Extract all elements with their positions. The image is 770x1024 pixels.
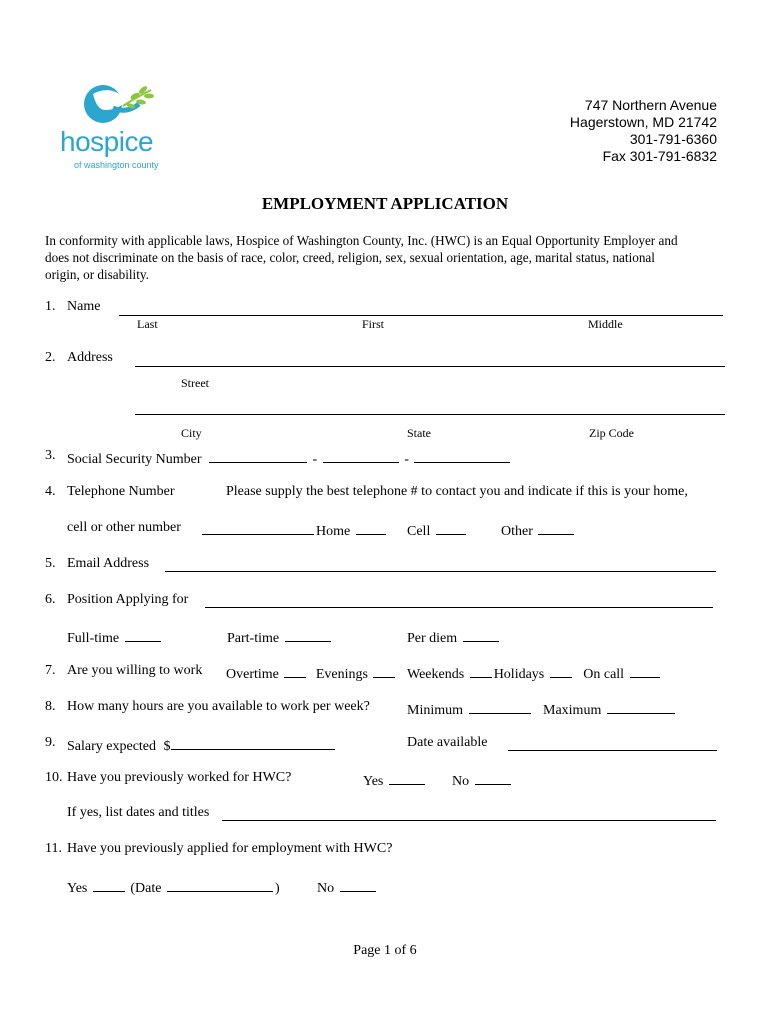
city-state-zip-field[interactable] <box>135 414 725 415</box>
phone-other-label: Other <box>501 524 533 539</box>
q6-number: 6. <box>45 592 56 607</box>
ssn-dash-1: - <box>312 452 318 467</box>
perdiem-label: Per diem <box>407 631 458 646</box>
q5-label: Email Address <box>67 556 150 571</box>
q10-yes-check[interactable] <box>389 769 425 785</box>
city-caption: City <box>181 426 202 440</box>
oncall-label: On call <box>583 667 625 682</box>
date-available-label: Date available <box>407 735 488 750</box>
q3-row <box>67 447 512 469</box>
fulltime-check[interactable] <box>125 626 161 642</box>
q4-label: Telephone Number <box>67 484 175 499</box>
parttime-label: Part-time <box>227 631 280 646</box>
address-phone: 301-791-6360 <box>629 131 717 147</box>
q3-label: Social Security Number <box>67 452 202 467</box>
q3-number: 3. <box>45 448 56 463</box>
q11-label: Have you previously applied for employment with HWC? <box>67 841 393 856</box>
q11-number: 11. <box>45 841 62 856</box>
q10-ifyes-label: If yes, list dates and titles <box>67 805 210 820</box>
page-number: Page 1 of 6 <box>353 943 417 958</box>
address-fax: Fax 301-791-6832 <box>602 148 717 164</box>
weekends-check[interactable] <box>470 662 492 678</box>
q10-yes-label: Yes <box>363 774 384 789</box>
perdiem-check[interactable] <box>463 626 499 642</box>
ssn-part-3[interactable] <box>414 447 510 463</box>
hospice-logo <box>58 80 188 175</box>
q4-line2-label: cell or other number <box>67 520 181 535</box>
q7-label: Are you willing to work <box>67 663 203 678</box>
q2-label: Address <box>67 350 113 365</box>
weekends-label: Weekends <box>407 667 465 682</box>
q11-yes-label: Yes <box>67 881 88 896</box>
phone-other-row <box>501 519 576 541</box>
address-street: 747 Northern Avenue <box>584 97 717 113</box>
weekends-row <box>407 662 662 684</box>
street-field[interactable] <box>135 366 725 367</box>
overtime-label: Overtime <box>226 667 279 682</box>
q9-dollar: $ <box>163 739 171 754</box>
ssn-dash-2: - <box>404 452 409 467</box>
eeo-line-2: does not discriminate on the basis of race, color, creed, religion, sex, sexual orientation, age, marital status, national <box>45 250 655 265</box>
q10-yes-row <box>363 769 427 791</box>
hours-max-row <box>543 698 677 720</box>
q10-no-label: No <box>452 774 470 789</box>
holidays-check[interactable] <box>550 662 572 678</box>
parttime-row <box>227 626 333 648</box>
position-field[interactable] <box>205 607 713 608</box>
email-field[interactable] <box>165 571 716 572</box>
hours-maximum-field[interactable] <box>607 698 675 714</box>
hours-min-row <box>407 698 533 720</box>
org-address <box>570 97 717 165</box>
phone-home-check[interactable] <box>356 519 386 535</box>
eeo-statement <box>45 232 678 283</box>
fulltime-row <box>67 626 163 648</box>
q11-date-field[interactable] <box>167 876 273 892</box>
holidays-label: Holidays <box>493 667 545 682</box>
dove-icon <box>83 80 163 132</box>
q4-phone-row <box>200 519 388 541</box>
q11-no-row <box>317 876 378 898</box>
q11-yes-check[interactable] <box>93 876 125 892</box>
phone-other-check[interactable] <box>538 519 574 535</box>
q10-no-row <box>452 769 513 791</box>
q9-row <box>67 734 337 756</box>
eeo-line-3: origin, or disability. <box>45 267 149 282</box>
eeo-line-1: In conformity with applicable laws, Hospice of Washington County, Inc. (HWC) is an Equal Opportunity Employer and <box>45 233 678 248</box>
q9-label: Salary expected <box>67 739 157 754</box>
q10-dates-titles-field[interactable] <box>222 820 716 821</box>
evenings-label: Evenings <box>315 667 368 682</box>
hours-maximum-label: Maximum <box>543 703 602 718</box>
parttime-check[interactable] <box>285 626 331 642</box>
q11-no-label: No <box>317 881 335 896</box>
overtime-row <box>226 662 397 684</box>
q1-label: Name <box>67 299 101 314</box>
q9-number: 9. <box>45 735 56 750</box>
oncall-check[interactable] <box>630 662 660 678</box>
name-first-caption: First <box>362 317 385 331</box>
salary-field[interactable] <box>171 734 335 750</box>
q2-number: 2. <box>45 350 56 365</box>
phone-number-field[interactable] <box>202 519 314 535</box>
logo-wordmark: hospice <box>60 126 154 157</box>
phone-cell-label: Cell <box>407 524 431 539</box>
q11-date-close: ) <box>274 881 280 896</box>
date-available-field[interactable] <box>508 750 717 751</box>
perdiem-row <box>407 626 501 648</box>
q11-no-check[interactable] <box>340 876 376 892</box>
zip-caption: Zip Code <box>589 426 634 440</box>
page-title: EMPLOYMENT APPLICATION <box>261 194 509 213</box>
q11-date-open: (Date <box>130 881 162 896</box>
q7-number: 7. <box>45 663 56 678</box>
overtime-check[interactable] <box>284 662 306 678</box>
name-last-caption: Last <box>137 317 158 331</box>
q1-number: 1. <box>45 299 56 314</box>
q5-number: 5. <box>45 556 56 571</box>
phone-cell-check[interactable] <box>436 519 466 535</box>
hours-minimum-field[interactable] <box>469 698 531 714</box>
evenings-check[interactable] <box>373 662 395 678</box>
fulltime-label: Full-time <box>67 631 120 646</box>
state-caption: State <box>407 426 431 440</box>
q4-number: 4. <box>45 484 56 499</box>
q10-number: 10. <box>45 770 63 785</box>
phone-cell-row <box>407 519 468 541</box>
address-city: Hagerstown, MD 21742 <box>569 114 717 130</box>
q4-note: Please supply the best telephone # to contact you and indicate if this is your home, <box>226 484 688 499</box>
name-field[interactable] <box>119 315 723 316</box>
phone-home-label: Home <box>316 524 351 539</box>
q8-number: 8. <box>45 699 56 714</box>
q10-no-check[interactable] <box>475 769 511 785</box>
ssn-part-2[interactable] <box>323 447 399 463</box>
q8-label: How many hours are you available to work per week? <box>67 699 370 714</box>
q10-label: Have you previously worked for HWC? <box>67 770 292 785</box>
ssn-part-1[interactable] <box>209 447 307 463</box>
hours-minimum-label: Minimum <box>407 703 464 718</box>
name-middle-caption: Middle <box>588 317 623 331</box>
q6-label: Position Applying for <box>67 592 189 607</box>
logo-tagline: of washington county <box>74 160 159 170</box>
street-caption: Street <box>181 376 209 390</box>
q11-yes-row <box>67 876 280 898</box>
